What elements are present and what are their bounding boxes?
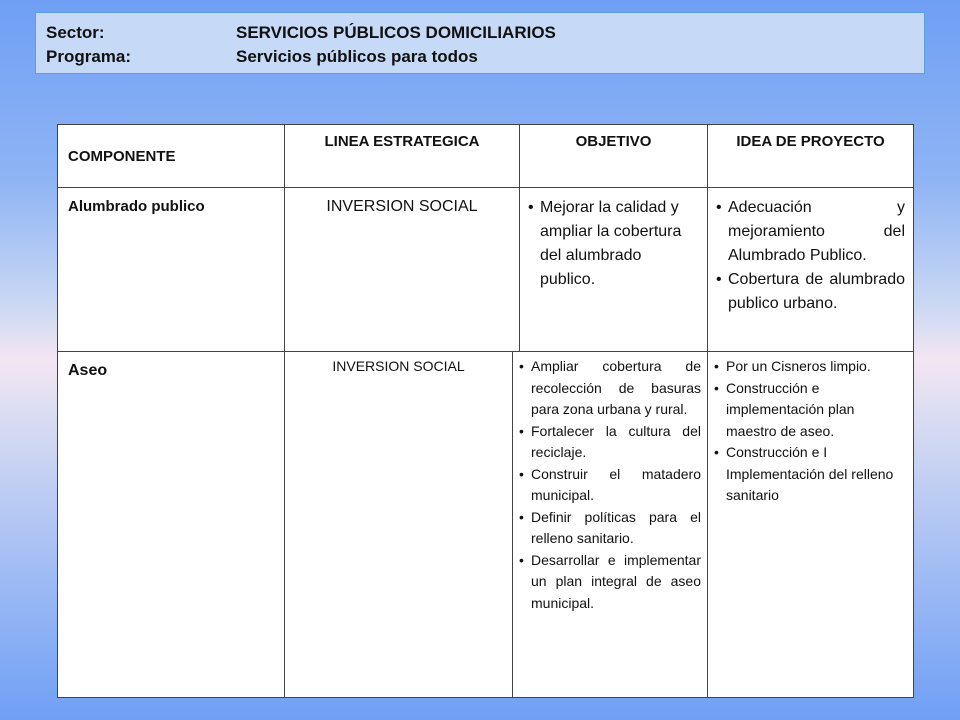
header-box xyxy=(35,12,925,74)
list-item xyxy=(519,550,701,615)
top-table-wrap xyxy=(57,124,914,352)
bullet-icon: • xyxy=(519,358,524,374)
bullet-icon: • xyxy=(519,465,524,482)
row-ideas xyxy=(708,188,914,352)
table-row xyxy=(58,352,914,698)
list-item xyxy=(519,507,701,550)
project-table-continued xyxy=(57,351,914,698)
list-item xyxy=(714,378,907,443)
programa-line xyxy=(46,47,478,67)
row-linea: INVERSION SOCIAL xyxy=(285,188,520,352)
programa-label: Programa: xyxy=(46,47,132,66)
list-item-text: Cobertura de alumbrado publico urbano. xyxy=(728,271,905,312)
sector-label: Sector: xyxy=(46,23,105,42)
project-table xyxy=(57,124,914,352)
list-item xyxy=(519,464,701,507)
sector-line xyxy=(46,23,556,43)
column-header-objetivo: OBJETIVO xyxy=(520,125,708,188)
list-item-text: Construcción e I Implementación del relleno sanitario xyxy=(726,444,894,503)
list-item xyxy=(714,442,907,507)
sector-value: SERVICIOS PÚBLICOS DOMICILIARIOS xyxy=(236,23,556,42)
bottom-table-wrap xyxy=(57,351,914,698)
bullet-icon: • xyxy=(714,379,719,396)
bullet-icon: • xyxy=(714,358,719,374)
list-item xyxy=(519,356,701,421)
row-componente: Aseo xyxy=(58,352,285,698)
row-linea: INVERSION SOCIAL xyxy=(285,352,513,698)
list-item-text: Fortalecer la cultura del reciclaje. xyxy=(531,422,701,460)
list-item-text: Adecuación y mejoramiento del Alumbrado Publico. xyxy=(728,199,905,264)
programa-value: Servicios públicos para todos xyxy=(236,47,478,66)
column-header-linea: LINEA ESTRATEGICA xyxy=(285,125,520,188)
list-item xyxy=(519,421,701,464)
list-item-text: Definir políticas para el relleno sanitario. xyxy=(531,508,701,546)
column-header-idea: IDEA DE PROYECTO xyxy=(708,125,914,188)
list-item-text: Construir el matadero municipal. xyxy=(531,465,701,503)
list-item-text: Ampliar cobertura de recolección de basuras para zona urbana y rural. xyxy=(531,358,701,417)
bullet-icon: • xyxy=(519,508,524,525)
list-item xyxy=(716,196,905,268)
table-row xyxy=(58,188,914,352)
table-header-row xyxy=(58,125,914,188)
bullet-icon: • xyxy=(714,444,719,460)
bullet-icon: • xyxy=(716,199,722,216)
list-item xyxy=(714,356,907,378)
list-item-text: Construcción e implementación plan maestro de aseo. xyxy=(726,379,855,439)
bullet-icon: • xyxy=(519,551,524,568)
list-item xyxy=(528,196,699,292)
bullet-icon: • xyxy=(716,271,722,288)
row-objetivos xyxy=(520,188,708,352)
list-item-text: Por un Cisneros limpio. xyxy=(726,358,871,374)
row-ideas xyxy=(708,352,914,698)
row-objetivos xyxy=(513,352,708,698)
list-item-text: Desarrollar e implementar un plan integral de aseo municipal. xyxy=(531,551,701,611)
list-item-text: Mejorar la calidad y ampliar la cobertura del alumbrado publico. xyxy=(540,199,682,288)
row-componente: Alumbrado publico xyxy=(58,188,285,352)
bullet-icon: • xyxy=(528,199,534,216)
bullet-icon: • xyxy=(519,422,524,439)
list-item xyxy=(716,268,905,316)
column-header-componente: COMPONENTE xyxy=(58,125,285,188)
